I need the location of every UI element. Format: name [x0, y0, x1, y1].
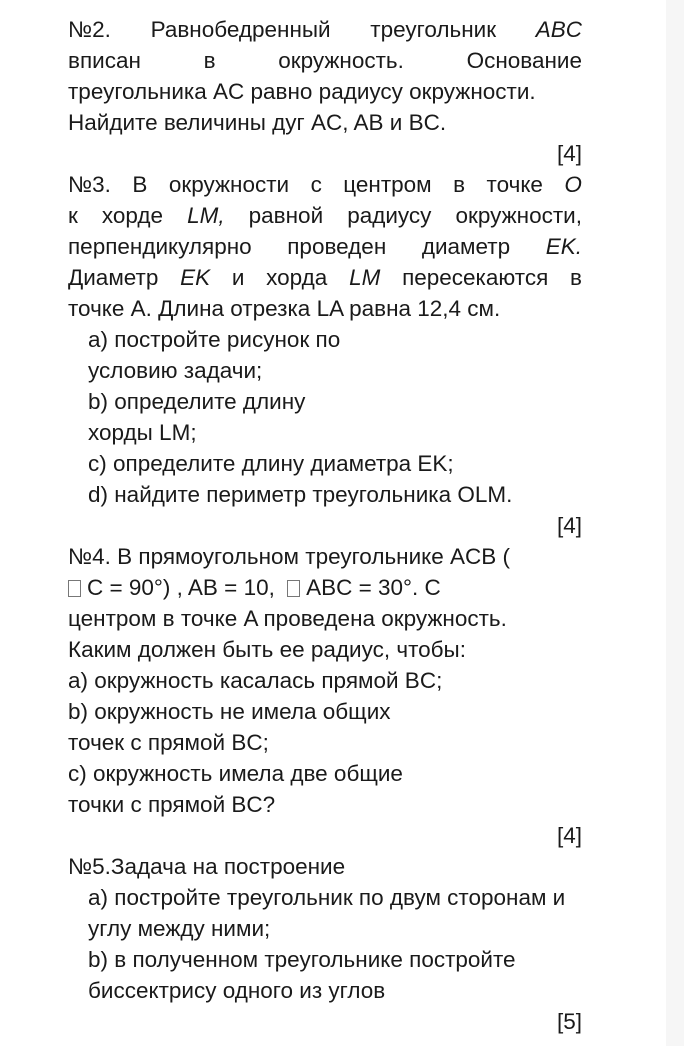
word: окружности, — [455, 203, 582, 228]
problem-5-item-a-2: углу между ними; — [88, 916, 271, 941]
problem-3-item-b-1: b) определите длину — [88, 389, 306, 414]
problem-2-line-1 — [68, 14, 582, 45]
missing-glyph-icon — [68, 580, 81, 597]
problem-4-item-c-2: точки с прямой BC? — [68, 792, 276, 817]
problem-4-item-c-1: c) окружность имела две общие — [68, 761, 403, 786]
word: Основание — [466, 48, 582, 73]
problem-4-line-1: №4. В прямоугольном треугольнике ACB ( — [68, 544, 511, 569]
problem-3-item-b-2: хорды LM; — [88, 420, 197, 445]
word: №3. — [68, 172, 111, 197]
problem-5-line-1: №5.Задача на построение — [68, 854, 346, 879]
problem-5-score: [5] — [556, 1009, 582, 1034]
problem-3-line-5: точке A. Длина отрезка LA равна 12,4 см. — [68, 296, 501, 321]
word: проведен — [287, 234, 387, 259]
problem-4-line-2 — [68, 572, 582, 603]
word: Диаметр — [68, 265, 159, 290]
problem-5-item-b-1: b) в полученном треугольнике постройте — [88, 947, 516, 972]
word: №2. — [68, 17, 111, 42]
problem-5 — [68, 851, 582, 1037]
problem-3 — [68, 169, 582, 541]
text: ABC = 30°. С — [306, 575, 441, 600]
word: окружность. — [278, 48, 404, 73]
problem-4-item-b-1: b) окружность не имела общих — [68, 699, 391, 724]
word: EK — [180, 265, 211, 290]
problem-4-line-3: центром в точке A проведена окружность. — [68, 606, 507, 631]
problem-4 — [68, 541, 582, 851]
word: LM — [349, 265, 381, 290]
problem-5-item-b-2: биссектрису одного из углов — [88, 978, 386, 1003]
problem-3-item-d: d) найдите периметр треугольника OLM. — [88, 482, 513, 507]
problem-3-score: [4] — [556, 513, 582, 538]
problem-4-item-b-2: точек с прямой BC; — [68, 730, 269, 755]
word: пересекаются — [402, 265, 549, 290]
problem-3-item-a-1: a) постройте рисунок по — [88, 327, 341, 352]
page-edge — [666, 0, 684, 1046]
word: хорде — [101, 203, 164, 228]
missing-glyph-icon — [287, 580, 300, 597]
word: ABC — [535, 17, 582, 42]
word: и — [231, 265, 245, 290]
word: вписан — [68, 48, 141, 73]
problem-4-line-4: Каким должен быть ее радиус, чтобы: — [68, 637, 466, 662]
problem-2-score: [4] — [556, 141, 582, 166]
word: центром — [343, 172, 432, 197]
problem-3-line-1 — [68, 169, 582, 200]
word: окружности — [168, 172, 290, 197]
worksheet — [68, 14, 582, 1037]
text: C = 90°) , AB = 10, — [87, 575, 275, 600]
word: LM, — [187, 203, 225, 228]
word: в — [203, 48, 216, 73]
problem-5-item-a-1: a) постройте треугольник по двум сторонам и — [88, 885, 566, 910]
word: перпендикулярно — [68, 234, 252, 259]
word: O — [564, 172, 582, 197]
problem-2-line-3: треугольника AC равно радиусу окружности. — [68, 79, 536, 104]
word: В — [132, 172, 148, 197]
problem-3-line-2 — [68, 200, 582, 231]
problem-3-line-3 — [68, 231, 582, 262]
problem-4-score: [4] — [556, 823, 582, 848]
word: в — [453, 172, 466, 197]
word: точке — [486, 172, 543, 197]
problem-3-item-a-2: условию задачи; — [88, 358, 263, 383]
word: к — [68, 203, 78, 228]
word: диаметр — [421, 234, 511, 259]
problem-2 — [68, 14, 582, 169]
word: с — [310, 172, 322, 197]
word: радиусу — [347, 203, 432, 228]
word: хорда — [266, 265, 328, 290]
problem-4-item-a: a) окружность касалась прямой BC; — [68, 668, 443, 693]
problem-2-line-4: Найдите величины дуг AC, AB и BC. — [68, 110, 447, 135]
word: треугольник — [370, 17, 497, 42]
problem-3-line-4 — [68, 262, 582, 293]
problem-3-item-c: c) определите длину диаметра EK; — [88, 451, 454, 476]
word: равной — [248, 203, 324, 228]
word: в — [570, 265, 582, 290]
word: Равнобедренный — [150, 17, 331, 42]
problem-2-line-2 — [68, 45, 582, 76]
word: EK. — [545, 234, 582, 259]
